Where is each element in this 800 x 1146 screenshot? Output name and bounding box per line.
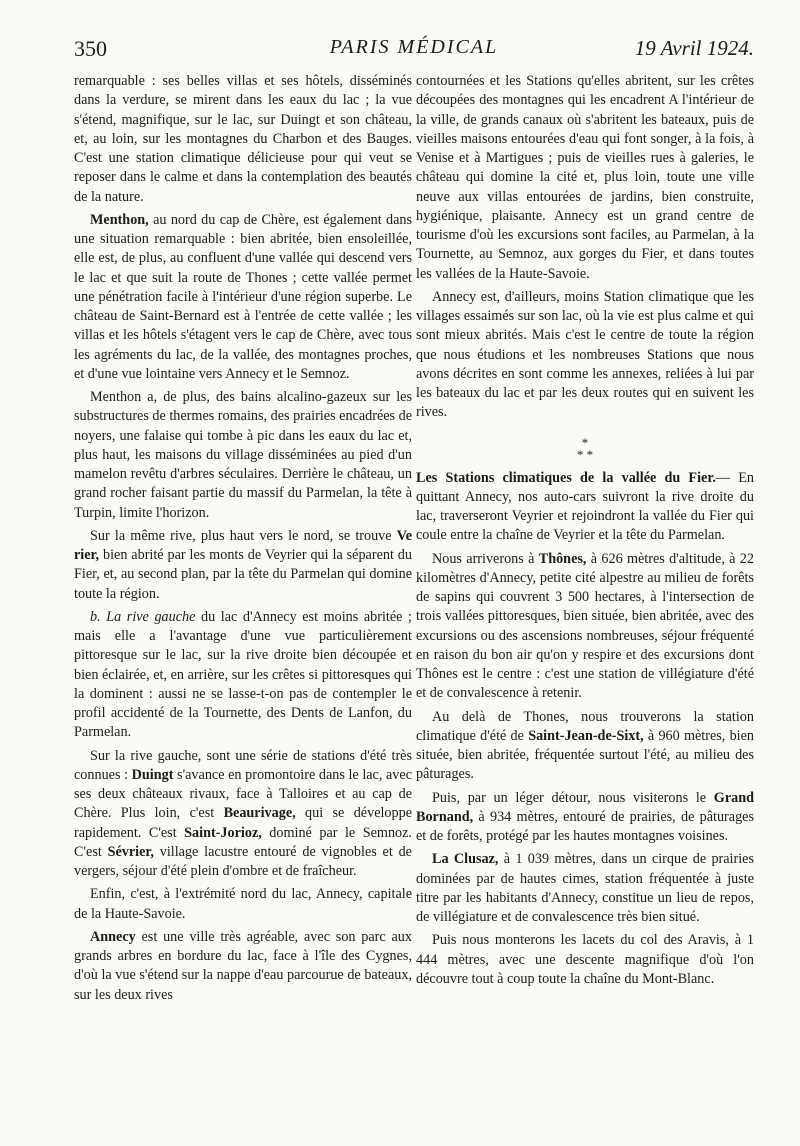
paragraph-text: du lac d'Annecy est moins abritée ; mais elle a l'avantage d'une vue particulièrement pittoresque sur le lac, sur la rive droite bien découpée et bien éclairée, et, en arrière, sur les crêtes si pittoresques qui la dominent : aussi ne se lasse-t-on pas de contempler le profil accidenté de la Tournette, des Dents de Lanfon, du Parmelan. xyxy=(74,608,412,741)
paragraph-clusaz xyxy=(416,850,754,927)
paragraph-menthon xyxy=(74,211,412,384)
paragraph-text: Au delà de Thones, nous trouverons la station climatique d'été de xyxy=(416,708,754,744)
paragraph-text: dominé par le Semnoz. C'est xyxy=(74,824,412,860)
paragraph-text: Puis, par un léger détour, nous visiterons le xyxy=(432,789,714,806)
place-name: Beaurivage, xyxy=(223,805,296,822)
paragraph-text: — En quittant Annecy, nos auto-cars suivront la rive droite du lac, traverseront Veyrier et rejoindront la vallée du Fier qui coule entre la chaîne de Veyrier et la tête du Parmelan. xyxy=(416,469,754,544)
place-name: Grand Bornand, xyxy=(416,789,754,825)
paragraph-text: Nous arriverons à xyxy=(432,550,539,567)
place-name: Ve rier, xyxy=(74,527,412,563)
paragraph-text: Sur la rive gauche, sont une série de stations d'été très connues : xyxy=(74,747,412,783)
right-column xyxy=(416,72,754,993)
paragraph xyxy=(74,885,412,924)
paragraph-text: à 960 mètres, bien située, bien abritée, fréquentée surtout l'été, au milieu des pâturages. xyxy=(416,727,754,783)
paragraph xyxy=(74,388,412,523)
page-header xyxy=(74,36,754,70)
section-lead: b. La rive gauche xyxy=(90,608,196,625)
section-separator xyxy=(416,434,754,462)
paragraph-text: Menthon a, de plus, des bains alcalino-gazeux sur les substructures de thermes romains, des prairies encadrées de noyers, une falaise qui tombe à pic dans les eaux du lac et, plus haut, les maisons du village disséminées au pied d'un mamelon revêtu d'arbres séculaires. Derrière le château, un grand rocher faisant partie du massif du Parmelan, la tête à Turpin, limite l'horizon. xyxy=(74,389,413,521)
section-heading-paragraph xyxy=(416,469,754,546)
separator-star: * xyxy=(581,434,589,450)
paragraph-text: à 626 mètres d'altitude, à 22 kilomètres d'Annecy, petite cité alpestre au milieu de forêts de sapins qui couvrent 3 500 hectares, à l'intersection de trois vallées pittoresques, bien située, bien abritée, avec des excursions ou des ascensions nombreuses, séjour fréquenté en raison du bon air qu'on y respire et des excursions dont Thônes est le centre : c'est une station de villégiature d'été et de convalescence à retenir. xyxy=(416,550,754,702)
paragraph-grand-bornand xyxy=(416,789,754,847)
paragraph-text: à 1 039 mètres, dans un cirque de prairies dominées par de hautes cimes, station fréquentée à juste titre par les habitants d'Annecy, constitue un lieu de repos, de villégiature et de convalescence très bien situé. xyxy=(416,851,754,925)
section-title: Les Stations climatiques de la vallée du Fier. xyxy=(416,469,716,486)
paragraph-text: qui se développe rapidement. C'est xyxy=(74,805,413,841)
paragraph xyxy=(416,931,754,989)
paragraph-text: au nord du cap de Chère, est également dans une situation remarquable : bien abritée, bien ensoleillée, elle est, de plus, au confluent d'une vallée qui descend vers le lac et que suit la route de Thones ; cette vallée permet une pénétration facile à l'intérieur d'une région superbe. Le château de Saint-Bernard est à l'entrée de cette vallée ; les villas et les hôtels s'étagent vers le cap de Chère, avec tous les agréments du lac, de la vallée, des montagnes proches, et d'une vue lointaine vers Annecy et le Semnoz. xyxy=(74,211,412,382)
place-name: Thônes, xyxy=(538,550,587,567)
paragraph-annecy xyxy=(74,928,412,1005)
paragraph xyxy=(416,72,754,284)
paragraph-text: village lacustre entouré de vignobles et de vergers, séjour d'été plein d'ombre et de fraîcheur. xyxy=(74,843,412,879)
paragraph-text: est une ville très agréable, avec son parc aux grands arbres en bordure du lac, face à l'île des Cygnes, d'où la vue s'étend sur la nappe d'eau parcourue de bateaux, sur les deux rives xyxy=(74,928,412,1003)
issue-date: 19 Avril 1924. xyxy=(634,36,754,60)
paragraph-stations xyxy=(74,747,412,882)
place-name: Menthon, xyxy=(90,211,149,228)
paragraph-rive-gauche xyxy=(74,608,412,743)
place-name: Annecy xyxy=(90,928,136,945)
separator-stars: * * xyxy=(576,446,594,462)
paragraph xyxy=(74,72,412,207)
place-name: La Clusaz, xyxy=(432,851,499,868)
paragraph-text: à 934 mètres, entouré de prairies, de pâturages et de forêts, protégé par les hautes montagnes voisines. xyxy=(416,808,754,844)
place-name: Sévrier, xyxy=(107,843,154,860)
place-name: Saint-Jorioz, xyxy=(184,824,262,841)
journal-title: PARIS MÉDICAL xyxy=(329,36,499,58)
paragraph-text: Puis nous monterons les lacets du col des Aravis, à 1 444 mètres, avec une descente magnifique d'où l'on découvre tout à coup toute la chaîne du Mont-Blanc. xyxy=(416,932,754,987)
paragraph-text: contournées et les Stations qu'elles abritent, sur les crêtes découpées des montagnes qui les encadrent A l'intérieur de la ville, de grands canaux où s'abritent les bateaux, puis de vieilles maisons entourées d'eau qui font songer, à la fois, à Venise et à Martigues ; puis de vieilles rues à galeries, le château qui domine la cité et, plus loin, toute une ville neuve aux villas entourées de jardins, bien construite, hygiénique, plaisante. Annecy est un grand centre de tourisme d'où les excursions sont faciles, au Parmelan, à la Tournette, au Semnoz, aux gorges du Fier, et dans toutes les vallées de la Haute-Savoie. xyxy=(416,73,754,282)
paragraph-text: Annecy est, d'ailleurs, moins Station climatique que les villages essaimés sur son lac, où la vie est plus calme et qui sont mieux abrités. Mais c'est le centre de toute la région que nous étudions et les nombreuses Stations que nous avons décrites en sont comme les annexes, reliées à lui par les bateaux du lac et par les deux routes qui en suivent les rives. xyxy=(416,288,754,421)
place-name: Duingt xyxy=(131,766,174,783)
paragraph-text: remarquable : ses belles villas et ses hôtels, disséminés dans la verdure, se mirent dans les eaux du lac ; la vue s'étend, magnifique, sur le lac, sur Duingt et son château, et, au loin, sur les montagnes du Charbon et des Bauges. C'est une station climatique délicieuse pour qui veut se reposer dans le calme et dans la contemplation des beautés de la nature. xyxy=(74,73,412,205)
paragraph-saint-jean xyxy=(416,708,754,785)
paragraph-veyrier xyxy=(74,527,412,604)
paragraph-text: Sur la même rive, plus haut vers le nord, se trouve xyxy=(90,527,397,544)
paragraph-text: s'avance en promontoire dans le lac, avec ses deux châteaux rivaux, face à Talloires et au cap de Chère. Plus loin, c'est xyxy=(74,766,412,822)
paragraph xyxy=(416,288,754,423)
left-column xyxy=(74,72,412,1009)
page-number: 350 xyxy=(74,36,107,61)
paragraph-text: Enfin, c'est, à l'extrémité nord du lac, Annecy, capitale de la Haute-Savoie. xyxy=(74,886,412,922)
paragraph-text: bien abrité par les monts de Veyrier qui la séparent du Fier, et, au second plan, par la tête du Parmelan qui domine toute la région. xyxy=(74,547,412,602)
place-name: Saint-Jean-de-Sixt, xyxy=(528,727,644,744)
paragraph-thones xyxy=(416,550,754,704)
